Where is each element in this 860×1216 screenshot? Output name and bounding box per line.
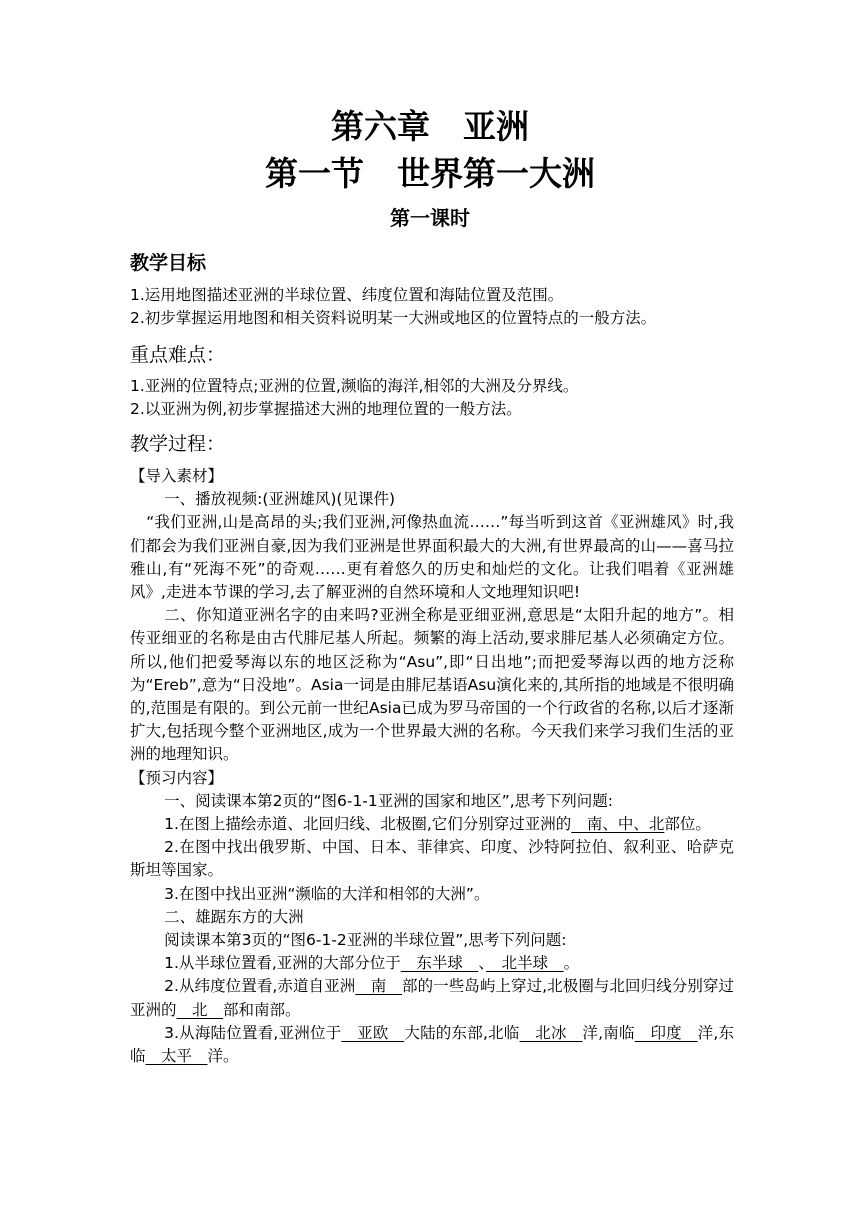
preview-label: 【预习内容】 (130, 768, 224, 787)
answer-blank: 南、中、北 (571, 815, 665, 834)
chapter-title: 第六章 亚洲 (331, 107, 529, 146)
latitude-question-2: 2.从纬度位置看,赤道自亚洲 南 部的一些岛屿上穿过,北极圈与北回归线分别穿过亚洲的 北 部和南部。 (130, 977, 734, 1019)
objective-item: 2.初步掌握运用地图和相关资料说明某一大洲或地区的位置特点的一般方法。 (130, 309, 657, 328)
objective-item: 1.运用地图描述亚洲的半球位置、纬度位置和海陆位置及范围。 (130, 286, 564, 304)
lesson-title: 第一课时 (390, 206, 470, 230)
preview-item-2-intro: 阅读课本第3页的“图6-1-2亚洲的半球位置”,思考下列问题: (164, 931, 567, 950)
hemisphere-question-1: 1.从半球位置看,亚洲的大部分位于 东半球 、 北半球 。 (164, 954, 580, 973)
answer-blank: 北冰 (519, 1023, 583, 1042)
process-heading: 教学过程： (130, 433, 226, 455)
section-title: 第一节 世界第一大洲 (265, 154, 595, 193)
key-point-item: 2.以亚洲为例,初步掌握描述大洲的地理位置的一般方法。 (130, 400, 522, 419)
preview-item-2: 二、雄踞东方的大洲 (164, 907, 304, 926)
preview-item-1: 一、阅读课本第2页的“图6-1-1亚洲的国家和地区”,思考下列问题: (164, 791, 613, 810)
question-1: 1.在图上描绘赤道、北回归线、北极圈,它们分别穿过亚洲的 南、中、北部位。 (164, 815, 711, 834)
question-3: 3.在图中找出亚洲“濒临的大洋和相邻的大洲”。 (164, 884, 490, 903)
answer-blank: 印度 (634, 1023, 698, 1042)
sea-land-question-3: 3.从海陆位置看,亚洲位于 亚欧 大陆的东部,北临 北冰 洋,南临 印度 洋,东临 太平 洋。 (130, 1023, 734, 1066)
answer-blank: 北 (176, 1000, 224, 1019)
key-points-heading: 重点难点： (130, 344, 226, 366)
key-points-list (130, 375, 734, 421)
intro-item-1: 一、播放视频:(亚洲雄风)(见课件) (164, 490, 396, 509)
intro-label: 【导入素材】 (130, 467, 224, 485)
intro-paragraph-2: 二、你知道亚洲名字的由来吗?亚洲全称是亚细亚洲,意思是“太阳升起的地方”。相传亚细亚的名称是由古代腓尼基人所起。频繁的海上活动,要求腓尼基人必须确定方位。所以,他们把爱琴海以东的地区泛称为“Asu”,即“日出地”;而把爱琴海以西的地方泛称为“Ereb”,意为“日没地”。Asia一词是由腓尼基语Asu演化来的,其所指的地域是不很明确的,范围是有限的。到公元前一世纪Asia已成为罗马帝国的一个行政省的名称,以后才逐渐扩大,包括现今整个亚洲地区,成为一个世界最大洲的名称。今天我们来学习我们生活的亚洲的地理知识。 (130, 606, 734, 764)
key-point-item: 1.亚洲的位置特点;亚洲的位置,濒临的海洋,相邻的大洲及分界线。 (130, 377, 579, 395)
process-body (130, 465, 734, 1068)
answer-blank: 亚欧 (341, 1023, 405, 1042)
answer-blank: 东半球 (400, 954, 479, 973)
question-2: 2.在图中找出俄罗斯、中国、日本、菲律宾、印度、沙特阿拉伯、叙利亚、哈萨克斯坦等国家。 (130, 838, 734, 880)
intro-paragraph-1: “我们亚洲,山是高昂的头;我们亚洲,河像热血流……”每当听到这首《亚洲雄风》时,我们都会为我们亚洲自豪,因为我们亚洲是世界面积最大的大洲,有世界最高的山——喜马拉雅山,有“死海不死”的奇观……更有着悠久的历史和灿烂的文化。让我们唱着《亚洲雄风》,走进本节课的学习,去了解亚洲的自然环境和人文地理知识吧! (130, 513, 734, 602)
answer-blank: 南 (355, 977, 403, 996)
answer-blank: 北半球 (486, 954, 564, 973)
objectives-heading: 教学目标 (130, 252, 207, 274)
answer-blank: 太平 (145, 1047, 208, 1066)
objectives-list (130, 284, 734, 330)
